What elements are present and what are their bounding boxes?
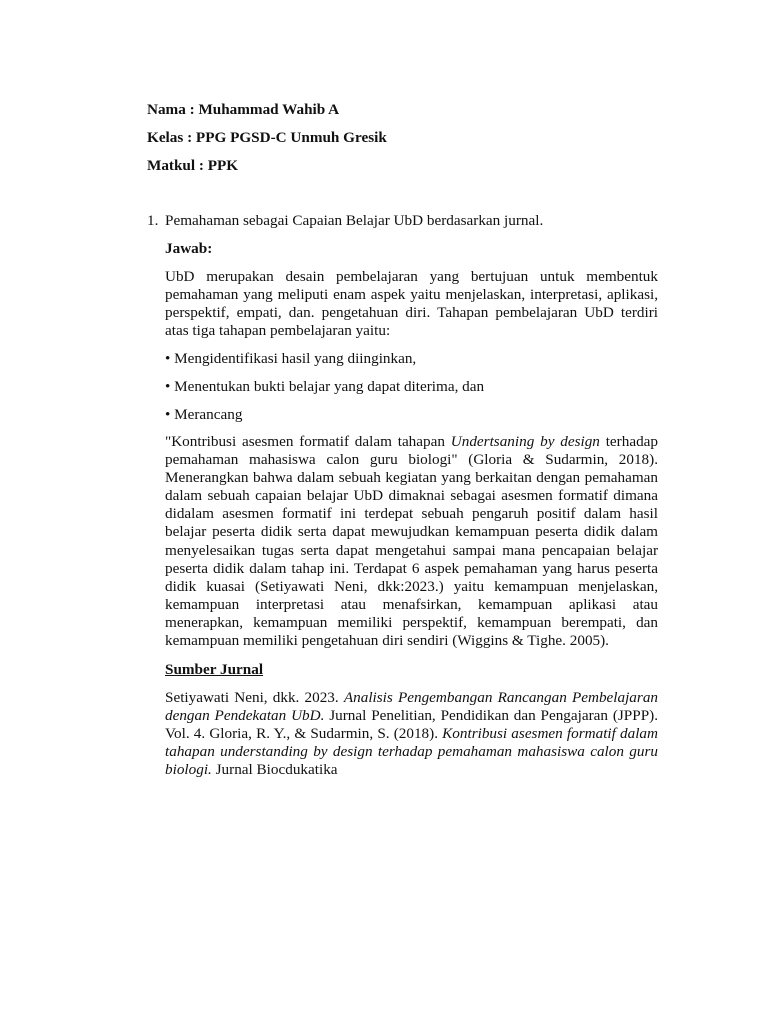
student-name: Nama : Muhammad Wahib A (147, 101, 340, 118)
source-2-details: Jurnal Biocdukatika (211, 761, 338, 779)
question-number: 1. (147, 212, 159, 229)
course-name: Matkul : PPK (147, 157, 239, 174)
source-2-title: Kontribusi asesmen formatif dalam tahapan understanding by design terhadap pemahaman mahasiswa calon guru biologi. (165, 725, 658, 779)
bullet-item-3: • Merancang (165, 406, 243, 423)
quote-italic-term: Undertsaning by design (450, 433, 600, 450)
source-1-details: Jurnal Penelitian, Pendidikan dan Pengajaran (JPPP). Vol. 4. Gloria, R. Y., & Sudarmin, S. (2018). (165, 707, 658, 743)
source-1-author: Setiyawati Neni, dkk. 2023. (165, 689, 344, 706)
answer-label: Jawab: (165, 240, 213, 257)
quote-body-text: terhadap pemahaman mahasiswa calon guru biologi" (Gloria & Sudarmin, 2018). Menerangkan bahwa dalam sebuah kegiatan yang berkaitan dengan pemahaman dalam sebuah capaian belajar UbD dimaknai sebagai asesmen formatif dimana didalam asesmen formatif ini terdepat sebuah pengaruh positif dalam hasil belajar peserta didik serta dapat mewujudkan kemampuan peserta didik dalam menyelesaikan tugas serta dapat mengetahui sampai mana pencapaian belajar peserta didik dalam tahap ini. Terdapat 6 aspek pemahaman yang harus peserta didik kuasai (Setiyawati Neni, dkk:2023.) yaitu kemampuan menjelaskan, kemampuan interpretasi atau menafsirkan, kemampuan aplikasi atau menerapkan, kemampuan memiliki perspektif, kemampuan berempati, dan kemampuan memiliki pengetahuan diri sendiri (Wiggins & Tighe. 2005). (165, 433, 658, 650)
student-class: Kelas : PPG PGSD-C Unmuh Gresik (147, 129, 387, 146)
answer-paragraph (165, 433, 658, 650)
bullet-item-2: • Menentukan bukti belajar yang dapat diterima, dan (165, 378, 485, 395)
source-1-title: Analisis Pengembangan Rancangan Pembelajaran dengan Pendekatan UbD. (165, 689, 659, 725)
question-text: Pemahaman sebagai Capaian Belajar UbD berdasarkan jurnal. (165, 212, 544, 229)
sources-heading: Sumber Jurnal (165, 661, 264, 678)
sources-paragraph (165, 689, 658, 779)
quote-lead-text: "Kontribusi asesmen formatif dalam tahapan (165, 433, 451, 450)
bullet-item-1: • Mengidentifikasi hasil yang diinginkan, (165, 350, 417, 367)
answer-intro: UbD merupakan desain pembelajaran yang bertujuan untuk membentuk pemahaman yang meliputi enam aspek yaitu menjelaskan, interpretasi, aplikasi, perspektif, empati, dan. pengetahuan diri. Tahapan pembelajaran UbD terdiri atas tiga tahapan pembelajaran yaitu: (165, 268, 658, 340)
